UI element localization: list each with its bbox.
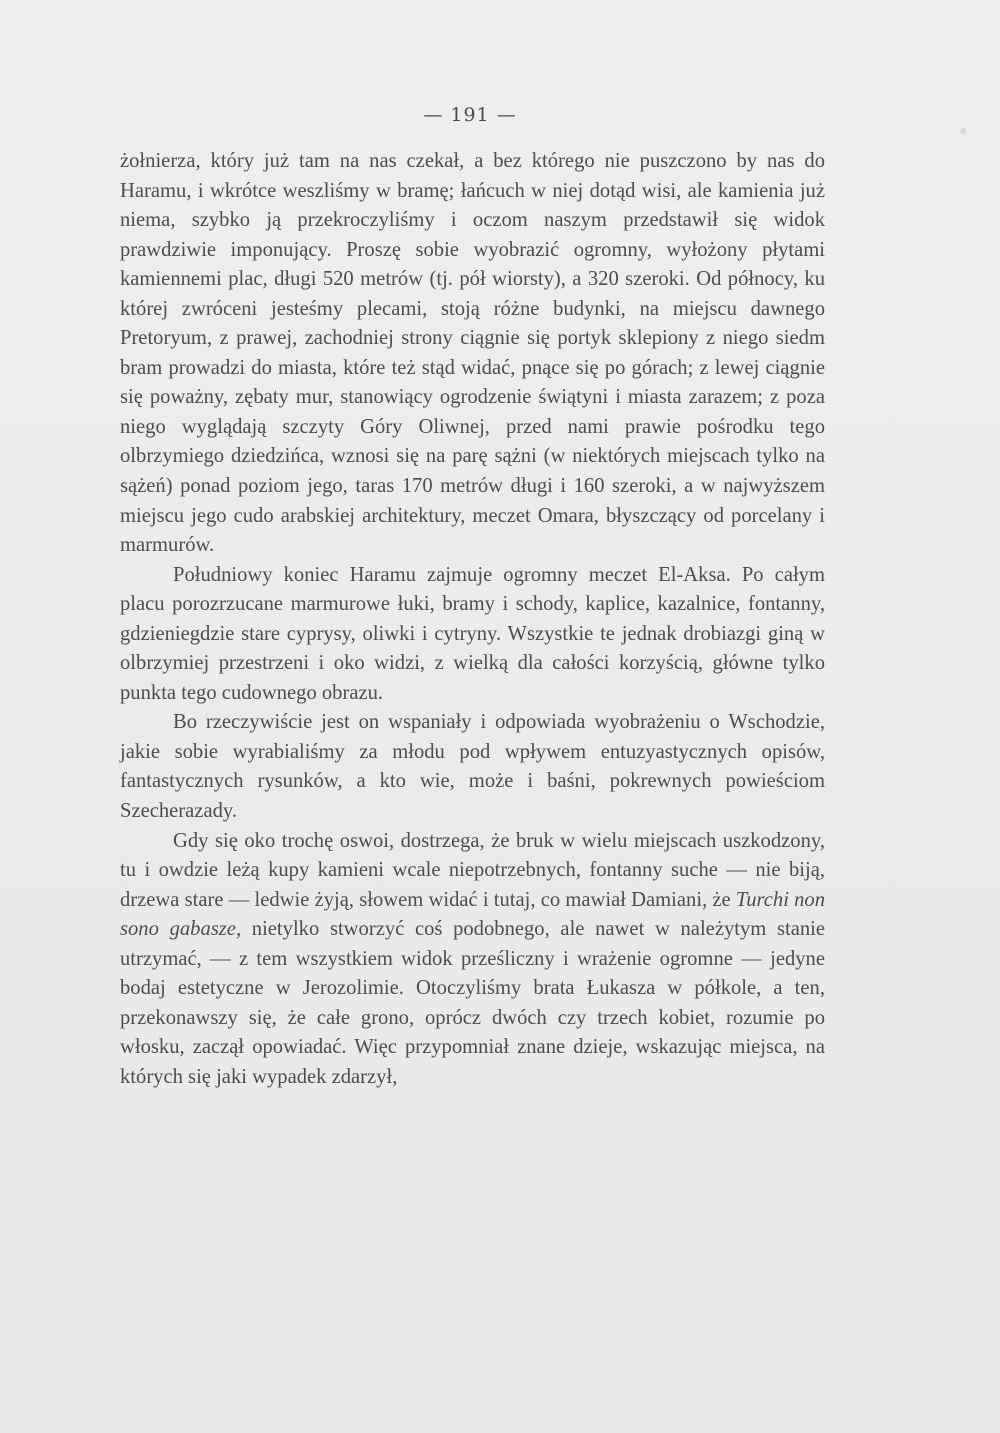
paragraph-2-text: Południowy koniec Haramu zajmuje ogromny meczet El-Aksa. Po całym placu porozrzucane marmurowe łuki, bramy i schody, kaplice, kazalnice, fontanny, gdzieniegdzie stare cyprysy, oliwki i cytryny. Wszystkie te jednak drobiazgi giną w olbrzymiej przestrzeni i oko widzi, z wielką dla całości korzyścią, główne tylko punkta tego cudownego obrazu. bbox=[120, 563, 825, 704]
paragraph-4 bbox=[120, 827, 825, 1093]
paragraph-3 bbox=[120, 708, 825, 826]
paragraph-2 bbox=[120, 561, 825, 709]
page-number: — 191 — bbox=[423, 104, 517, 126]
paragraph-3-text: Bo rzeczywiście jest on wspaniały i odpowiada wyobrażeniu o Wschodzie, jakie sobie wyrabialiśmy za młodu pod wpływem entuzyastycznych opisów, fantastycznych rysunków, a kto wie, może i baśni, pokrewnych powieściom Szecherazady. bbox=[120, 711, 825, 823]
paragraph-4-text-after: nietylko stworzyć coś podobnego, ale nawet w należytym stanie utrzymać, — z tem wszystkiem widok prześliczny i wrażenie ogromne — jedyne bodaj estetyczne w Jerozolimie. Otoczyliśmy brata Łukasza w półkole, a ten, przekonawszy się, że całe grono, oprócz dwóch czy trzech kobiet, rozumie po włosku, zaczął opowiadać. Więc przypomniał znane dzieje, wskazując miejsca, na których się jaki wypadek zdarzył, bbox=[120, 918, 826, 1088]
paragraph-1-text: żołnierza, który już tam na nas czekał, a bez którego nie puszczono by nas do Haramu, i wkrótce weszliśmy w bramę; łańcuch w niej dotąd wisi, ale kamienia już niema, szybko ją przekroczyliśmy i oczom naszym przedstawił się widok prawdziwie imponujący. Proszę sobie wyobrazić ogromny, wyłożony płytami kamiennemi plac, długi 520 metrów (tj. pół wiorsty), a 320 szeroki. Od północy, ku której zwróceni jesteśmy plecami, stoją różne budynki, na miejscu dawnego Pretoryum, z prawej, zachodniej strony ciągnie się portyk sklepiony z niego siedm bram prowadzi do miasta, które też stąd widać, pnące się po górach; z lewej ciągnie się poważny, zębaty mur, stanowiący ogrodzenie świątyni i miasta zarazem; z poza niego wyglądają szczyty Góry Oliwnej, przed nami prawie pośrodku tego olbrzymiego dziedzińca, wznosi się na parę sążni (w niektórych miejscach tylko na sążeń) ponad poziom jego, taras 170 metrów długi i 160 szeroki, a w najwyższem miejscu jego cudo arabskiej architektury, meczet Omara, błyszczący od porcelany i marmurów. bbox=[120, 150, 825, 557]
body-text bbox=[120, 147, 825, 1093]
italic-quote: Turchi non sono gabasze, bbox=[120, 888, 825, 941]
paper-smudge bbox=[960, 128, 966, 134]
paragraph-1 bbox=[120, 147, 825, 561]
paragraph-4-text-before: Gdy się oko trochę oswoi, dostrzega, że bruk w wielu miejscach uszkodzony, tu i owdzie leżą kupy kamieni wcale niepotrzebnych, fontanny suche — nie biją, drzewa stare — ledwie żyją, słowem widać i tutaj, co mawiał Damiani, że bbox=[120, 829, 825, 911]
